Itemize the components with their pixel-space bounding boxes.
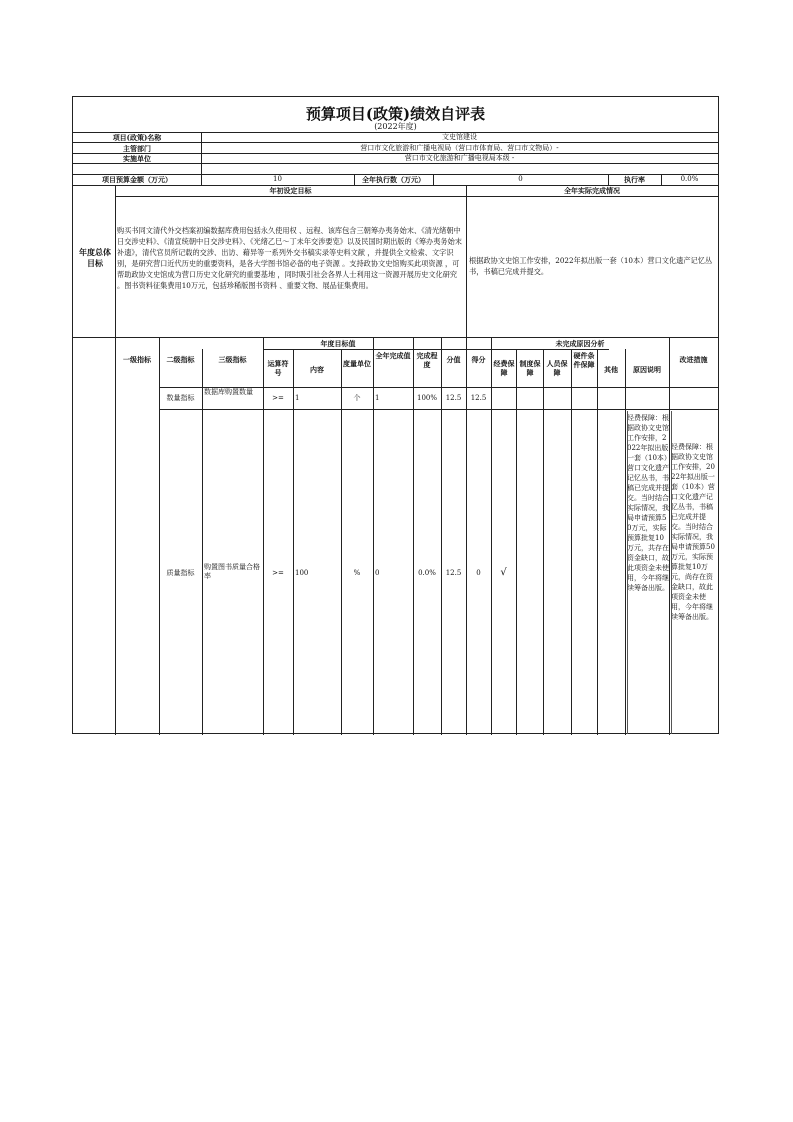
page-year: (2022年度) — [374, 122, 417, 131]
row2-full-year: 0 — [375, 569, 380, 577]
row1-level3: 数据库购置数量 — [204, 388, 253, 396]
rule — [115, 196, 718, 197]
header-funding: 经费保障 — [493, 359, 515, 377]
project-name-label: 项目(政策)名称 — [112, 133, 162, 142]
budget-value: 10 — [273, 175, 282, 183]
row2-score: 0 — [476, 569, 481, 577]
row2-improvement: 经费保障：根据政协文史馆工作安排，2022年拟出版一套（10本）营口文化遗产记忆丛书，书稿已完成并提交。当时结合实际情况，我局申请预算50万元，实际预算批复10万元，尚存在资金缺口，故此项资金未使用，今年将继续筹备出版。 — [671, 443, 715, 621]
rule — [115, 185, 116, 337]
unit-value: 营口市文化旅游和广播电视局本级 - — [404, 154, 515, 162]
header-reason-analysis: 未完成原因分析 — [555, 339, 605, 348]
header-annual-target: 年度目标值 — [320, 339, 356, 348]
rule — [571, 349, 572, 735]
rule — [373, 337, 374, 735]
rule — [341, 349, 342, 735]
header-improvement: 改进措施 — [679, 355, 708, 364]
header-hardware: 硬件条件保障 — [573, 351, 595, 369]
row1-operator: >= — [272, 394, 284, 402]
unit-label: 实施单位 — [123, 154, 151, 163]
rule — [263, 349, 609, 350]
row2-operator: >= — [272, 569, 284, 577]
row2-score-value: 12.5 — [445, 569, 462, 577]
header-score: 得分 — [471, 355, 486, 364]
row2-completion: 0.0% — [418, 569, 436, 577]
rule — [159, 409, 718, 410]
header-level1: 一级指标 — [123, 355, 151, 364]
rule — [669, 337, 670, 735]
executed-value: 0 — [518, 175, 523, 183]
annual-goal-label: 年度总体目标 — [79, 247, 111, 268]
rule — [625, 349, 626, 735]
dept-value: 营口市文化旅游和广播电视局（营口市体育局、营口市文物局）- — [360, 144, 559, 152]
header-level2: 二级指标 — [166, 355, 195, 364]
header-completion: 完成程度 — [416, 351, 438, 369]
budget-label: 项目预算金额（万元） — [102, 175, 172, 184]
rule — [466, 185, 467, 337]
initial-goal-header: 年初设定目标 — [269, 186, 312, 195]
header-reason-desc: 原因说明 — [633, 365, 661, 374]
row1-level2: 数量指标 — [166, 394, 195, 402]
row1-score-value: 12.5 — [445, 394, 462, 402]
header-unit: 度量单位 — [343, 359, 371, 368]
row1-completion: 100% — [416, 394, 437, 402]
rule — [293, 349, 294, 735]
header-score-value: 分值 — [446, 355, 461, 364]
header-other: 其他 — [604, 365, 618, 374]
row1-score: 12.5 — [470, 394, 487, 402]
rule — [516, 349, 517, 735]
rule — [73, 337, 718, 338]
rule — [671, 411, 672, 734]
row2-level2: 质量指标 — [166, 569, 195, 577]
project-name-value: 文史馆建设 — [442, 133, 477, 141]
executed-label: 全年执行数（万元） — [362, 175, 425, 184]
row2-content: 100 — [295, 569, 309, 577]
header-personnel: 人员保障 — [546, 359, 568, 377]
row1-content: 1 — [295, 394, 300, 402]
rule — [491, 337, 492, 735]
evaluation-sheet — [72, 96, 719, 734]
row2-unit: % — [353, 569, 361, 577]
rule — [597, 349, 598, 735]
initial-goal-text: 购买书同文清代外交档案初编数据库费用包括永久使用权 、远程、该库包含三朝筹办夷务始末、《清光绪朝中日交涉史料》、《清宣统朝中日交涉史料》、《光绪乙巳～丁未年交涉要览》以及民国时期出版的《筹办夷务始末补遗》，清代官员所记载的交涉、出访、藉异等一系列外交书稿实录等史料文献 ，并提供全文检索、文字识别，是研究营口近代历史的重要资料，是各大学图书馆必备的电子资源 。支持政协文史馆购买此项资源 ，可帮助政协文史馆成为营口历史文化研究的重要基地 ，同时吸引社会各界人士利用这一资源开展历史文化研究 。图书资料征集费用10万元，包括珍稀版图书资料 、重要文物、展品征集费用。 — [117, 226, 462, 290]
dept-label: 主管部门 — [123, 144, 151, 153]
header-system: 制度保障 — [519, 359, 541, 377]
header-operator: 运算符号 — [267, 359, 289, 377]
page-title: 预算项目(政策)绩效自评表 — [305, 105, 486, 123]
rule — [202, 349, 203, 735]
row1-unit: 个 — [353, 394, 361, 402]
rule — [115, 337, 116, 735]
row2-reason-desc: 经费保障：根据政协文史馆工作安排，2022年拟出版一套（10本）营口文化遗产记忆丛书，书稿已完成并提交。当时结合实际情况，我局申请预算50万元，实际预算批复10万元，共存在资金缺口，故此项资金未使用，今年将继续筹备出版。 — [627, 414, 669, 592]
row1-full-year: 1 — [375, 394, 380, 402]
rate-label: 执行率 — [624, 175, 645, 184]
rule — [543, 349, 544, 735]
header-level3: 三级指标 — [218, 355, 247, 364]
header-full-year: 全年完成值 — [375, 351, 411, 360]
header-content: 内容 — [310, 365, 324, 374]
rate-value: 0.0% — [680, 175, 699, 183]
actual-result-text: 根据政协文史馆工作安排，2022年拟出版一套（10本）营口文化遗产记忆丛书，书稿已完成并提交。 — [469, 256, 713, 276]
rule — [627, 411, 628, 734]
row2-funding-check: √ — [500, 567, 507, 578]
row2-level3: 购置图书质量合格率 — [204, 563, 260, 580]
actual-result-header: 全年实际完成情况 — [564, 186, 620, 195]
